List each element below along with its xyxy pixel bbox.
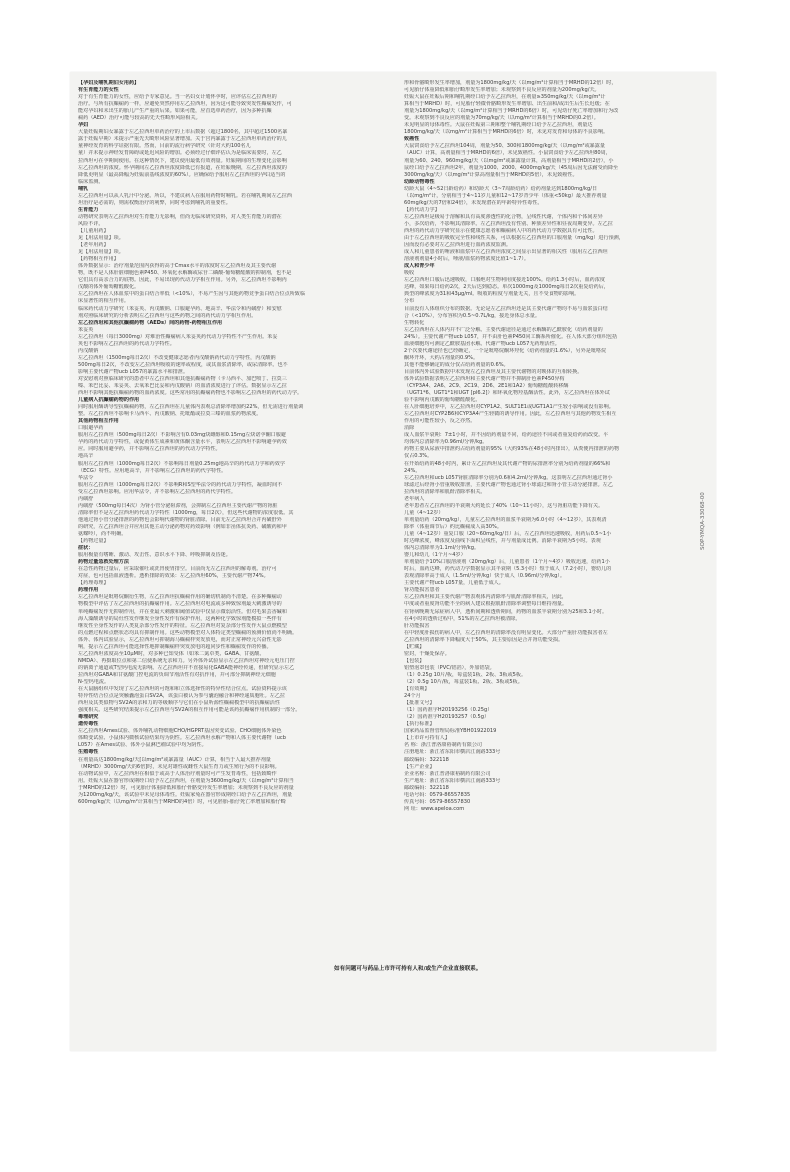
left-column-line: 西坦及其类似物与SV2A的亲和力的等级顺序与它们在小鼠听源性癫痫模型中的抗癫痫活性	[78, 700, 280, 707]
left-column-line: 的钠离子通道或T型钙电流无影响。左乙拉西坦并不直接易化GABA能神经传递，但研究显示左乙	[78, 664, 295, 671]
left-column-line: 药物过量急救处理方法	[78, 559, 129, 566]
left-column-line: 为1200mg/kg/天，该试验中未见母体毒性。妊娠家兔在器官形成期经口给予左乙拉西坦，剂量	[78, 791, 293, 798]
right-column-line: 国家药品监督管理局标准YBH01922019	[404, 728, 497, 735]
left-column-line: 【孕妇及哺乳期妇女用药】	[78, 80, 140, 86]
right-column-line: 网 址：www.apeloa.com	[404, 805, 465, 812]
left-column-line: 在急性药物过量后，应采取催吐或洗胃使胃排空。目前尚无左乙拉西坦的解毒剂。治疗可	[78, 566, 277, 573]
left-column-line: 嗪、苯巴比妥、苯妥英、去氧苯巴比妥和丙戊酸钠）的血清浓度进行了评估。数据显示左乙拉	[78, 383, 287, 390]
left-column-line: 口服避孕药	[78, 425, 104, 432]
right-column-line: 仅占0.3%。	[404, 453, 433, 460]
right-column-line: 密封，干燥处保存。	[404, 650, 450, 657]
left-column-line: （MRHD）3000mg/天的6倍]时，未见对雄性或雌性大鼠生育力或生殖行为的不良影响。	[78, 763, 280, 770]
footer-notice: 如有问题可与药品上市许可持有人和/或生产企业直接联系。	[334, 966, 482, 972]
left-column-line: 动物研究表明左乙拉西坦对生育能力无影响，但尚无临床研究资料，对人类生育能力的潜在	[78, 213, 282, 220]
right-column-line: 肝功能损害	[404, 622, 430, 629]
right-column-line: 【生产企业】	[404, 763, 435, 770]
right-column-line: 小，多次给药，不影响其清除率。左乙拉西坦没有性别、种族差异性和昼夜周期变异。左乙拉	[404, 220, 613, 227]
right-column-line: 血液细胞均可测定乙酰胺基团水解。代谢产物ucb L057无药理活性。	[404, 340, 560, 347]
right-column-line: （1）0.25g 10片/板，每盒装1板、2板、3板或5板。	[404, 671, 527, 678]
left-column-line: 治疗。与所有抗癫痫药一样，应避免突然停用左乙拉西坦，因为这可能导致突发性癫痫发作，可	[78, 101, 292, 108]
right-column-line: 邮政编码：322118	[404, 756, 449, 763]
left-column-line: 丙戊酸钠	[78, 347, 99, 354]
left-column-line: 症状：	[78, 545, 94, 552]
left-column-line: 单纯癫痫发作无抑制作用，并在亚最大刺激和阈值试验中仅显示微弱活性。但对毛果芸香碱和	[78, 608, 287, 615]
left-column-line: 【药物过量】	[78, 538, 109, 545]
right-column-line: 在4小时的透析过程中，51%的左乙拉西坦被清除。	[404, 615, 521, 622]
right-column-line: 酮环开环，大约占剂量的0.9%。	[404, 354, 479, 361]
left-column-line: 见【用法用量】项。	[78, 235, 124, 242]
right-column-line: 其他不能够确定的成分仅占给药剂量的0.6%。	[404, 361, 509, 368]
right-column-line: 拉西坦的清除率和肌酐清除率相关。	[404, 488, 486, 495]
right-column-line: 幼龄大鼠（4~52日龄给药）和幼龄犬（3~7周龄给药）给药剂量达到1800mg/kg/日	[404, 185, 598, 192]
left-column-line: 物模型中评估了左乙拉西坦的抗癫痫作用。左乙拉西坦对电流或多种致惊剂最大刺激诱导的	[78, 601, 282, 608]
right-column-line: 成人和儿童患者的唾液和血浆中左乙拉西坦浓度之间显示出显著的相关性（服用左乙拉西坦	[404, 249, 608, 256]
left-column-line: 服用左乙拉西坦（500mg每日2次）不影响含有0.03mg炔雌醇和0.15mg左炔诺孕酮口服避	[78, 432, 286, 439]
right-column-line: 【上市许可持有人】	[404, 735, 450, 742]
left-column-line: 毒理研究	[78, 714, 99, 721]
left-column-line: 其他药物相互作用	[78, 418, 119, 425]
right-column-line: 合（<10%），分布容积为0.5~0.7L/kg，接近身体总水量。	[404, 312, 540, 319]
left-column-line: 服用左乙拉西坦（1000mg每日2次）不影响每日剂量0.25mg地高辛的药代动力学和药效学	[78, 460, 285, 467]
left-column-line: 整。左乙拉西坦不影响卡马西平、丙戊酸钠、托吡酯或拉莫三嗪的血浆药物浓度。	[78, 411, 262, 418]
right-column-line: 体内总清除率为1.1ml/分钟/kg。	[404, 545, 480, 552]
left-column-line: 儿童病人抗癫痫药物的作用	[78, 397, 140, 404]
left-column-line: 华法令	[78, 474, 94, 481]
left-column-line: 受左乙拉西坦影响。应用华法令，并不影响左乙拉西坦的药代学特性。	[78, 488, 236, 495]
left-column-line: 大量妊娠期妇女暴露于左乙拉西坦单药治疗的上市后数据（超过1800名，其中超过1500名暴	[78, 129, 288, 136]
left-column-line: 床显著性的相互作用。	[78, 298, 129, 305]
right-column-line: 验不影响丙戊酸的葡萄糖醛酸化。	[404, 397, 481, 404]
right-column-line: 幼龄动物毒性	[404, 178, 435, 185]
left-column-line: 在大鼠脑组织中发现了左乙拉西坦的可饱和和立体选择性的特异性结合位点。试验资料提示该	[78, 686, 287, 693]
right-column-line: 1800mg/kg/天（以mg/m²计算相当于MRHD的6倍）时，未见对发育和母体的不良影响。	[404, 129, 609, 136]
right-column-line: 24%。	[404, 467, 421, 474]
left-column-line: 它们具有高亲合力的底物。因此，不易出现药代动力学相互作用。另外，左乙拉西坦不影响丙	[78, 277, 287, 284]
right-column-line: 未见明显的母体毒性。大鼠在妊娠第三期和整个哺乳期经口给予左乙拉西坦，剂量达	[404, 122, 593, 129]
left-column-line: 能对孕妇和未出生的胎儿产生严重的后果。如果可能，应首选单药治疗，因为多种抗癫	[78, 108, 272, 115]
right-column-line: 企业名称：浙江普洛康裕制药有限公司	[404, 770, 491, 777]
right-column-line: 左乙拉西坦和ucb L057肾脏清除率分别为0.6和4.2ml/分钟/kg。这表明左乙拉西坦通过肾小	[404, 474, 613, 481]
right-column-line: 成人和青少年	[404, 263, 435, 270]
right-column-line: （以mg/m²计，分别相当于4~11岁儿童和12~17岁青少年（体重<50kg）最大推荐剂量	[404, 192, 607, 199]
right-column-line: （1）国药准字H20193256（0.25g）	[404, 707, 493, 714]
left-column-line: 【老年用药】	[78, 242, 109, 249]
left-column-line: 拉西坦对GABA和甘氨酸门控电流的负调节剂活性有对抗作用，并可部分抑制神经元细胞	[78, 671, 276, 678]
right-column-line: 60mg/kg/天的7倍和24倍），未发现潜在的年龄特异性毒性。	[404, 199, 543, 206]
left-column-line: 地高辛	[78, 453, 94, 460]
right-column-line: 【执行标准】	[404, 721, 435, 728]
right-column-line: 吸收	[404, 270, 415, 277]
left-column-line: 同时服用酶诱导型抗癫痫药物，左乙拉西坦在儿童体内表观总清除率增加约22%，但无需进行剂量调	[78, 404, 304, 411]
right-column-line: 铝塑泡罩包装（PVC/铝箔），外加铝袋。	[404, 664, 495, 671]
left-column-line: 体外数据显示：治疗剂量范围内获得的高于Cmax水平的浓度时左乙拉西坦及其主要代谢	[78, 263, 277, 270]
left-column-line: 临床监测。	[78, 178, 104, 185]
right-column-line: 形和骨骼畸形发生率增加，剂量为1800mg/kg/天（以mg/m²计算相当于MRHD的12倍）时，	[404, 80, 617, 86]
right-column-line: 生物转化	[404, 319, 425, 326]
right-column-line: 由于左乙拉西坦的吸收完全性和线性关系，可以根据左乙拉西坦的口服剂量（mg/kg）进行预测，	[404, 235, 624, 242]
right-column	[404, 80, 706, 813]
right-column-line: 剂量为60、240、960mg/kg/天（以mg/m²或暴露量计算，高剂量相当于MRHD的2倍），小	[404, 157, 614, 164]
right-column-line: 主要代谢产物ucb L057量，儿童低于成人。	[404, 580, 504, 587]
right-column-line: 【药代动力学】	[404, 206, 440, 213]
right-column-line: 均体内总清除率为0.96ml/分钟/kg。	[404, 439, 488, 446]
left-column-line: 对症，也可包括血液透析。透析排除的效果：左乙拉西坦60%，主要代谢产物74%。	[78, 573, 269, 580]
right-column-line: 2个次要代谢途径也已经确定，一个是吡咯烷酮环羟化（给药剂量的1.6%），另外是吡咯烷	[404, 347, 607, 354]
left-column-line: 丙磺舒（500mg每日4次）为肾小管分泌阻滞剂，会抑制左乙拉西坦主要代谢产物的肾脏	[78, 502, 278, 509]
left-column-line: 特异性结合位点是突触囊泡蛋白SV2A，该蛋白被认为参与囊泡融合和神经递质胞吐。左乙拉	[78, 693, 286, 700]
left-column-line: 服用左乙拉西坦（1000mg每日2次）不影响R和S型华法令的药代动力学特性，凝血时间不	[78, 481, 283, 488]
left-column-line: 左乙拉西坦的浓度。怀孕期间左乙拉西坦浓度降低已有报道，在妊娠晚期，左乙拉西坦浓度的	[78, 164, 287, 171]
right-column-line: 单剂量给药（20mg/kg），儿童左乙拉西坦的血浆半衰期为6.0小时（4~12岁），其表观清	[404, 516, 607, 523]
right-column-line: 单剂量给予10%口服溶液剂（20mg/kg）后，儿童患者（1个月~4岁）吸收迅速，给药1小	[404, 559, 610, 566]
left-column-line: 露于妊娠早期）未提示严重先天畸形风险显著增加。关于宫内暴露于左乙拉西坦单药治疗的儿	[78, 136, 287, 143]
left-column-line: 在剂量高达1800mg/kg/天[以mg/m²或暴露量（AUC）计算，相当于人最大推荐剂量	[78, 756, 271, 763]
right-column-line: 生产地址：浙江省东阳市横店江南路333号	[404, 777, 501, 784]
left-column-line: 苯妥英	[78, 326, 94, 333]
right-column-line: 因而没有必要对左乙拉西坦进行血药浓度监测。	[404, 242, 511, 249]
right-column-line: 变。未观察到不良反应的剂量为70mg/kg/天（以mg/m²计算相当于MRHD的0.2倍）。	[404, 115, 599, 122]
right-column-line: 左乙拉西坦对CYP2B6和CYP3A4产生轻微的诱导作用。因此，左乙拉西坦与其他药物发生相互	[404, 411, 617, 418]
right-column-line: 除率（体重调节后）约比癫痫成人高30%。	[404, 523, 502, 530]
right-column-line: 儿童（4~12岁）	[404, 509, 444, 516]
right-column-line: 左乙拉西坦和其主要代谢产物表观体内清除率与肌酐清除率相关，因此，	[404, 594, 568, 601]
left-column-line: 应。同时服用避孕药，并不影响左乙拉西坦的药代动力学特性。	[78, 446, 221, 453]
left-column-line: 左乙拉西坦是吡咯烷酮衍生物，左乙拉西坦抗癫痫作用的确切机制尚不清楚。在多种癫痫动	[78, 594, 282, 601]
right-column-line: 3000mg/kg/天）（以mg/m²计算高剂量相当于MRHD的5倍），未见致癌性。	[404, 171, 578, 178]
right-column-line: 【批准文号】	[404, 700, 435, 707]
right-column-line: 典型的峰浓度为31和43μg/ml。吸收的程度与剂量无关，且不受食物的影响。	[404, 291, 580, 298]
right-column-line: 乙拉西坦的清除率下降幅度大于50%，其主要原因是合并肾功能受损。	[404, 636, 564, 643]
left-column-line: 氨蝶呤），尚不明确。	[78, 531, 127, 537]
right-column-line: 【贮藏】	[404, 643, 425, 650]
left-column-line: 对安慰剂对照临床研究的患者中左乙拉西坦和其他抗癫痫药物（卡马西平、加巴喷丁、拉莫三	[78, 375, 287, 382]
left-column-line: （ECG）特性。应用地高辛，并不影响左乙拉西坦的药代学特性。	[78, 467, 227, 474]
right-column-line: 可见胎仔体重降低和胎仔畸形发生率增加；未观察到不良反应的剂量为200mg/kg/天。	[404, 87, 600, 94]
right-column-line: 老年病人	[404, 495, 425, 502]
left-column-line: 孕妇	[78, 122, 89, 129]
left-column-line: 临床药代动力学研究（苯妥英、丙戊酸钠、口服避孕药、地高辛、华法令和丙磺舒）和安慰	[78, 305, 282, 312]
left-column-line: 风险不详。	[78, 220, 104, 227]
right-column-line: 传真号码：0579-86557830	[404, 798, 471, 805]
right-column-line: 左乙拉西坦是极易于溶解和具有高度渗透性的化合物，呈线性代谢，个体内和个体间差异	[404, 213, 603, 220]
left-column-line: 响，提示左乙拉西坦可能选择性地抑制癫痫样突发放电的超同步性和癫痫发作的传播。	[78, 643, 272, 650]
left-column-line: 【儿童用药】	[78, 227, 109, 234]
right-column-line: 24%）。主要代谢产物ucb L057，并不由肝色素P450同工酶系所催化。在人体大部分组织包括	[404, 333, 618, 340]
right-column-line: 表观清除率高于成人（1.5ml/分钟/kg）快于成人（0.96ml/分钟/kg）。	[404, 573, 565, 580]
left-column-line: 用。妊娠大鼠在器官形成期经口给予左乙拉西坦，在剂量为3600mg/kg/天（以mg/m²计算相当	[78, 777, 294, 784]
right-column-line: （UGT1*6、UGT1*1和UGT [pl6.2]）和环氧化物羟基酶活性。此外，左乙拉西坦在体外试	[404, 390, 610, 397]
left-column-line: 对于有生育能力的女性，应给予专家意见。当一名妇女计划怀孕时，应评估左乙拉西坦的	[78, 94, 277, 101]
right-column-line: （2）国药准字H20193257（0.5g）	[404, 714, 490, 721]
document-code: SOP-YMQA-33068-00	[700, 492, 706, 550]
left-column-line: 生育能力	[78, 206, 99, 213]
left-column-line: 哺乳	[78, 185, 89, 192]
left-column-line: 左乙拉西坦在人体血浆中的蛋白结合率低（<10%），不易产生因与其他药物竞争蛋白结合位点所致临	[78, 291, 305, 298]
left-column-line: 童神经发育的科学证据有限。然而，目前的流行病学研究（针对大约100名儿	[78, 143, 251, 150]
right-column-line: 婴儿和幼儿（1个月~4岁）	[404, 552, 466, 559]
right-column-line: 目前体内外试验数据中未发现左乙拉西坦及其主要代谢物的对映体的互相转换。	[404, 368, 583, 375]
right-column-line: 达峰，如果每日给药2次，2天后达到稳态。单次1000mg及1000mg每日2次重复给药后，	[404, 284, 609, 291]
right-column-line: 在人肝细胞培养中，左乙拉西坦对CYP1A2、SULT1E1或UGT1A1产生较小影响或没有影响。	[404, 404, 614, 411]
left-column-line: 见【用法用量】项。	[78, 249, 124, 256]
left-column-line: 拉西坦可在孕期间使用。在这种情况下，建议使用最低有效剂量。妊娠期间的生理变化会影响	[78, 157, 287, 164]
right-column-line: 中度或者重度肾功能不全的病人建议根据肌酐清除率调整每日维持剂量。	[404, 601, 568, 608]
right-column-line: 消除	[404, 425, 415, 432]
left-column-line: 服用极量有嗜睡、激动、攻击性、意识水平下降、呼吸抑制及昏迷。	[78, 552, 231, 559]
left-column-line: 左乙拉西坦可以从人乳汁中分泌。所以，不建议病人在服用药物时哺乳。若在哺乳期间左乙拉西	[78, 192, 292, 199]
right-column-line: 【包装】	[404, 657, 425, 664]
left-column-line: 左乙拉西坦和其他抗癫痫药物（AEDs）间的药物-药物相互作用	[78, 319, 223, 326]
right-column-line: 大鼠饲食给予左乙拉西坦104周，剂量为50、300和1800mg/kg/天（以mg/m²或暴露量	[404, 143, 605, 150]
right-column-line: 注册地址：浙江省东阳市横店江南路333号	[404, 749, 501, 756]
left-column-line: 西坦不影响其他抗癫痫药物的血药浓度。这些常用的抗癫痫药物也不影响左乙拉西坦的药代动力学。	[78, 390, 303, 397]
right-column-line: 成人血浆半衰期：7±1小时，并不因给药剂量不同，给药途径不同或者重复给药而改变。平	[404, 432, 609, 439]
left-column-line: 痫药（AED）治疗可能与较高的先天性畸形风险相关。	[78, 115, 201, 122]
left-column-line: NMDA）、再摄取位点和第二信使系统无亲和力。另外体外试验显示左乙拉西坦对神经元电压门控	[78, 657, 295, 664]
right-column-line: 儿童（4~12岁）重复口服（20~60mg/kg/日）后，左乙拉西坦迅速吸收，用药后0.5~1小	[404, 531, 612, 537]
left-column-line: 戊酸的体外葡萄糖醛酸化。	[78, 284, 140, 291]
right-column-line: 名 称：浙江普洛康裕制药有限公司	[404, 742, 483, 749]
right-column-line: 左乙拉西坦在人体内并不广泛分解。主要代谢途径是通过水解酶的乙酰胺化（给药剂量的	[404, 326, 603, 333]
right-column-line: 分布	[404, 298, 415, 305]
right-column-line: 目前没有人体组织分布的数据。无论是左乙拉西坦还是其主要代谢产物均不易与血浆蛋白结	[404, 305, 608, 312]
right-column-line: （AUC）计算，高剂量相当于MRHD的6倍），未见致癌性。小鼠饲食给予左乙拉西坦80周，	[404, 150, 611, 157]
left-column-line: 继发性全身性发作的人类复杂部分性发作的特征。左乙拉西坦对复杂部分性发作大鼠点燃模型	[78, 622, 287, 629]
right-column-line: 在中轻度肝损伤的病人中，左乙拉西坦的清除率没有明显变化。大部分严重肝功能损害者左	[404, 629, 608, 636]
leaflet-sheet	[70, 72, 716, 1051]
left-column-line: 体外、体内试验显示，左乙拉西坦可抑制海马癫痫样突发放电，而对正常神经元兴奋性无影	[78, 636, 282, 643]
right-column-line: 球滤过后经肾小管重吸收排泄，主要代谢产物也通过肾小球滤过和肾小管主动分泌排泄。左乙	[404, 481, 613, 488]
right-column-line: 作用的可能性较小，反之亦然。	[404, 418, 476, 425]
left-column-line: 左乙拉西坦（1500mg每日2次）不改变健康志愿者丙戊酸钠药代动力学特性，丙戊酸钠	[78, 354, 276, 361]
right-column-line: 药物主要从尿液中排泄约占给药剂量的95%（大约93%在48小时内排出），从粪便内排泄的药物	[404, 446, 620, 453]
right-column-line: （2）0.5g 10片/板，每盒装1板、2板、3板或5板。	[404, 678, 523, 685]
left-column-line: 的研究，左乙拉西坦合并应用其他主动分泌药物对药效影响（例如非甾体抗炎药、磺酸药和甲	[78, 523, 287, 530]
left-column-line: L057）在Ames试验、体外小鼠淋巴瘤试验中均为阴性。	[78, 742, 207, 749]
left-column-line: 于MRHD的12倍）时，可见胎仔体重降低和胎仔骨骼变异发生率增加；未观察到不良反应的剂量	[78, 784, 294, 791]
right-column-line: 溶液剂剂量4小时后，唾液/血浆药物浓度比值1~1.7）。	[404, 256, 529, 263]
right-column-line: 时达峰浓度，峰浓度及曲线下面积呈线性，并与剂量成比例。消除半衰期为5小时。表观	[404, 538, 601, 545]
left-column-line: 坦治疗是必需的，则需权衡治疗的利弊，同时考虑到哺乳的重要性。	[78, 199, 231, 206]
right-column-line: 肾功能损害患者	[404, 587, 440, 594]
left-column-line: 剂对照临床研究的分析表明左乙拉西坦与这些药物之间的药代动力学相互作用。	[78, 312, 257, 319]
left-column-line: 他通过肾小管分泌排泄的药物也会影响代谢物的肾脏清除。目前无左乙拉西坦合并丙磺舒外	[78, 516, 282, 523]
right-column-line: 邮政编码：322118	[404, 784, 449, 791]
right-column-line: 算相当于MRHD）时，可见胎仔轻微骨骼畸形发生率增加、出生前和/或出生后生长迟缓；在	[404, 101, 610, 108]
left-column-line: 物，既不是人体肝脏细胞色素P450、环氧化水解酶或尿苷二磷酸-葡萄糖醛酸的抑制剂，也不是	[78, 270, 292, 277]
left-column-line: 有生育能力的女性	[78, 87, 119, 94]
left-column-line: 500mg每日2次，不改变左乙拉西坦吸收的速率或程度，或其血浆清除率，或尿清除率。也不	[78, 361, 288, 368]
left-column-line: 药理作用	[78, 587, 99, 594]
right-column-line: 电话号码：0579-86557835	[404, 791, 471, 798]
left-column-line: 海人藻酸诱导的局灶性发作继发全身性发作有保护作用，这两种化学致惊剂能模拟一些伴有	[78, 615, 282, 622]
left-column-line: 遗传毒性	[78, 721, 99, 728]
left-column-line: 【药物相互作用】	[78, 256, 119, 263]
right-column-line: 24个月	[404, 693, 421, 700]
left-column-line: 清除率但不是左乙拉西坦药代动力学特性（1000mg，每日2次），但这些代谢物的浓度很低。其	[78, 509, 294, 516]
left-column-line: 降低更明显（最高降幅为妊娠前基线浓度的60%）。应确保给予服用左乙拉西坦的孕妇适当的	[78, 171, 286, 178]
right-column-line: 剂量为1800mg/kg/天（以mg/m²计算相当于MRHD的6倍）时，可见幼仔死亡率增加和行为改	[404, 108, 619, 115]
left-column-line: 左乙拉西坦Ames试验、体外哺乳动物细胞CHO/HGPRT基因突变试验、CHO细胞体外染色	[78, 728, 282, 735]
right-column-line: 鼠经口给予左乙拉西坦2年，剂量为1000、2000、4000mg/kg/天（45周后因无法耐受而降至	[404, 164, 619, 171]
left-column-line: 英也不影响左乙拉西坦的药代动力学特性。	[78, 340, 175, 347]
left-column-line: 孕药的药代动力学特性，或促黄体生成素和黄体酮含量水平，表明左乙拉西坦不影响避孕药效	[78, 439, 287, 446]
left-column-line: 左乙拉西坦浓度高至10μM时，对多种已知受体（如苯二氮卓类、GABA、甘氨酸、	[78, 650, 265, 657]
left-column-line: 左乙拉西坦（每日3000mg）对难治性癫痫病人苯妥英药代动力学特性不产生作用。苯妥	[78, 333, 278, 340]
left-column-line: 【药理毒理】	[78, 580, 109, 587]
right-column-line: 体外试验数据表明左乙拉西坦和主要代谢产物并不抑制肝色素P450异构	[404, 375, 565, 382]
right-column-line: （CYP3A4、2A6、2C9、2C19、2D6、2E1和1A2）葡萄糖醛酸转移酶	[404, 383, 569, 390]
right-column-line: 西坦的药代动力学研究显示在健康志愿者和癫痫病人中的药代动力学数据具有可比性。	[404, 227, 598, 234]
left-column-line: 童）并未提示神经发育障碍或延迟风险的增加。必须经过仔细评估认为是临床需要时，左乙	[78, 150, 282, 157]
left-column-line: 丙磺舒	[78, 495, 94, 502]
right-column-line: 在开始给药的48小时内，累计左乙拉西坦及其代谢产物的尿排泄率分别为给药剂量的66%和	[404, 460, 611, 467]
left-column	[78, 80, 380, 806]
left-column-line: 体畸变试验、小鼠体内微核试验结果均为阴性。左乙拉西坦水解产物和人体主要代谢物（ucb	[78, 735, 286, 742]
left-column-line: 强度相关。这些研究结果提示左乙拉西坦与SV2A的相互作用可能是该药抗癫痫作用机制的一部分。	[78, 707, 301, 714]
left-column-line: 生殖毒性	[78, 749, 99, 756]
right-column-line: 在肾病晚期无尿症病人中，透析间期和透析期间，药物的血浆半衰期分别为25和3.1小时。	[404, 608, 608, 615]
right-column-line: 【有效期】	[404, 686, 430, 693]
left-column-line: 的点燃过程和点燃状态均具有抑制作用。这些动物模型对人体特定类型癫痫的预测价值尚不明确。	[78, 629, 298, 636]
left-column-line: 600mg/kg/天（以mg/m²计算相当于MRHD的4倍）时，可见胚胎-胎仔死亡率增加和胎仔畸	[78, 798, 286, 805]
left-column-line: N-型钙电流。	[78, 678, 110, 685]
right-column-line: 时后，血药达峰，药代动力学数据显示其半衰期（5.3小时）短于成人（7.2小时），婴幼儿的	[404, 566, 612, 573]
right-column-line: 老年患者左乙拉西坦的半衰期大约延长了40%（10~11小时），这与肾脏功能下降有关。	[404, 502, 604, 509]
right-column-line: 左乙拉西坦口服后迅速吸收，口服绝对生物利用度接近100%。给药1.3小时后，血药浓度	[404, 277, 605, 284]
right-column-line: 致癌性	[404, 136, 420, 143]
right-column-line: 妊娠大鼠在妊娠后期和哺乳期经口给予左乙拉西坦，在剂量≥350mg/kg/天（以mg/m²计	[404, 94, 606, 101]
left-column-line: 在动物试验中，左乙拉西坦在相似于或高于人体治疗剂量时可产生发育毒性，包括致畸作	[78, 770, 277, 777]
left-column-line: 影响主要代谢产物ucb L057的暴露水平和排泄。	[78, 368, 189, 375]
